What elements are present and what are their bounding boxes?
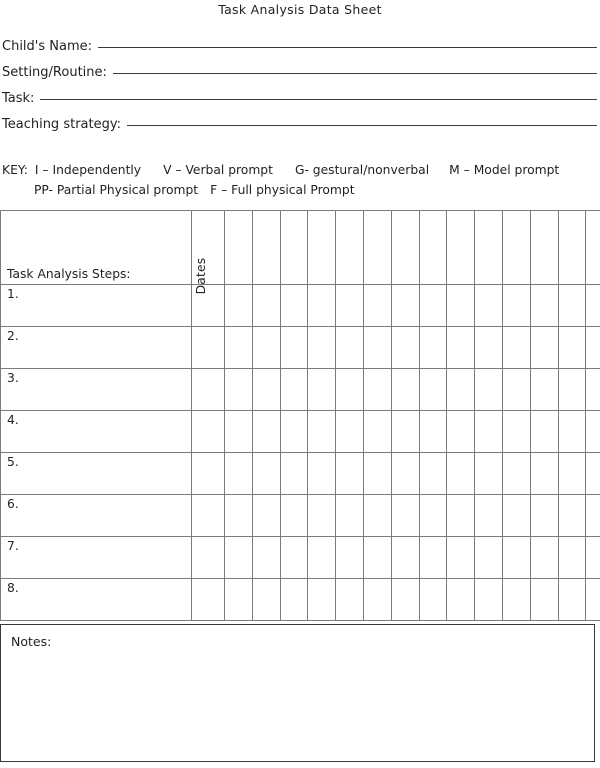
key-line-first <box>2 160 600 180</box>
header-cell-date-8[interactable] <box>419 211 447 285</box>
header-cell-date-9[interactable] <box>447 211 475 285</box>
data-cell-r1-c5[interactable] <box>336 285 364 327</box>
data-cell-r3-c6[interactable] <box>363 369 391 411</box>
step-number: 7. <box>7 539 19 553</box>
table-row <box>1 495 600 537</box>
field-input-setting-routine[interactable] <box>113 72 597 74</box>
key-legend <box>0 160 600 200</box>
data-cell-r2-c5[interactable] <box>336 327 364 369</box>
data-cell-r8-c13[interactable] <box>558 579 586 621</box>
data-cell-r7-c13[interactable] <box>558 537 586 579</box>
data-cell-r1-c14[interactable] <box>586 285 600 327</box>
data-cell-r2-c1[interactable] <box>225 327 253 369</box>
data-cell-r3-c10[interactable] <box>475 369 503 411</box>
data-cell-r2-c11[interactable] <box>502 327 530 369</box>
data-cell-r3-c7[interactable] <box>391 369 419 411</box>
data-cell-r5-c1[interactable] <box>225 453 253 495</box>
data-cell-r3-c8[interactable] <box>419 369 447 411</box>
data-cell-r4-c8[interactable] <box>419 411 447 453</box>
data-cell-r3-c11[interactable] <box>502 369 530 411</box>
data-cell-r6-c7[interactable] <box>391 495 419 537</box>
data-cell-r3-c13[interactable] <box>558 369 586 411</box>
data-cell-r2-c12[interactable] <box>530 327 558 369</box>
data-cell-r2-c4[interactable] <box>308 327 336 369</box>
data-cell-r8-c9[interactable] <box>447 579 475 621</box>
data-cell-r4-c1[interactable] <box>225 411 253 453</box>
data-cell-r8-c6[interactable] <box>363 579 391 621</box>
data-cell-r5-c13[interactable] <box>558 453 586 495</box>
data-cell-r6-c6[interactable] <box>363 495 391 537</box>
data-cell-r5-c5[interactable] <box>336 453 364 495</box>
notes-label: Notes: <box>11 634 52 649</box>
step-dates-cell-8[interactable] <box>192 579 225 621</box>
header-cell-date-2[interactable] <box>252 211 280 285</box>
data-cell-r6-c2[interactable] <box>252 495 280 537</box>
table-row <box>1 369 600 411</box>
data-cell-r4-c13[interactable] <box>558 411 586 453</box>
step-dates-cell-7[interactable] <box>192 537 225 579</box>
data-cell-r7-c5[interactable] <box>336 537 364 579</box>
data-cell-r3-c4[interactable] <box>308 369 336 411</box>
step-number: 4. <box>7 413 19 427</box>
page-title: Task Analysis Data Sheet <box>218 2 382 17</box>
data-cell-r1-c7[interactable] <box>391 285 419 327</box>
header-cell-date-14[interactable] <box>586 211 600 285</box>
data-cell-r7-c4[interactable] <box>308 537 336 579</box>
data-cell-r8-c11[interactable] <box>502 579 530 621</box>
data-cell-r6-c14[interactable] <box>586 495 600 537</box>
field-label-child-name: Child's Name: <box>2 39 93 54</box>
data-cell-r7-c12[interactable] <box>530 537 558 579</box>
data-cell-r1-c12[interactable] <box>530 285 558 327</box>
step-number: 1. <box>7 287 19 301</box>
step-dates-cell-1[interactable] <box>192 285 225 327</box>
key-item-model: M – Model prompt <box>449 163 560 177</box>
data-cell-r7-c1[interactable] <box>225 537 253 579</box>
table-row <box>1 411 600 453</box>
table-row <box>1 579 600 621</box>
data-cell-r8-c14[interactable] <box>586 579 600 621</box>
steps-column-header: Task Analysis Steps: <box>7 267 131 281</box>
header-cell-date-1[interactable] <box>225 211 253 285</box>
header-cell-date-12[interactable] <box>530 211 558 285</box>
field-teaching-strategy <box>2 117 600 143</box>
task-analysis-table <box>0 210 600 621</box>
data-cell-r1-c10[interactable] <box>475 285 503 327</box>
step-dates-cell-2[interactable] <box>192 327 225 369</box>
key-item-independently: I – Independently <box>34 163 142 177</box>
data-cell-r7-c3[interactable] <box>280 537 308 579</box>
data-cell-r8-c12[interactable] <box>530 579 558 621</box>
data-cell-r6-c12[interactable] <box>530 495 558 537</box>
data-cell-r7-c7[interactable] <box>391 537 419 579</box>
data-cell-r5-c7[interactable] <box>391 453 419 495</box>
data-cell-r4-c4[interactable] <box>308 411 336 453</box>
step-number: 8. <box>7 581 19 595</box>
data-cell-r7-c2[interactable] <box>252 537 280 579</box>
field-task <box>2 91 600 117</box>
data-cell-r3-c1[interactable] <box>225 369 253 411</box>
data-cell-r5-c9[interactable] <box>447 453 475 495</box>
notes-box[interactable] <box>0 624 595 762</box>
dates-column-header: Dates <box>194 257 208 295</box>
data-cell-r8-c2[interactable] <box>252 579 280 621</box>
header-cell-date-10[interactable] <box>475 211 503 285</box>
step-cell-8[interactable] <box>1 579 192 621</box>
data-cell-r2-c7[interactable] <box>391 327 419 369</box>
data-cell-r4-c6[interactable] <box>363 411 391 453</box>
data-cell-r5-c8[interactable] <box>419 453 447 495</box>
data-cell-r4-c7[interactable] <box>391 411 419 453</box>
data-cell-r3-c14[interactable] <box>586 369 600 411</box>
data-cell-r5-c4[interactable] <box>308 453 336 495</box>
header-cell-steps <box>1 211 192 285</box>
data-cell-r8-c8[interactable] <box>419 579 447 621</box>
data-cell-r6-c11[interactable] <box>502 495 530 537</box>
data-cell-r8-c7[interactable] <box>391 579 419 621</box>
table-header-row <box>1 211 600 285</box>
task-analysis-table-body <box>1 211 600 621</box>
step-number: 2. <box>7 329 19 343</box>
step-cell-7[interactable] <box>1 537 192 579</box>
data-cell-r7-c8[interactable] <box>419 537 447 579</box>
data-cell-r4-c3[interactable] <box>280 411 308 453</box>
step-cell-2[interactable] <box>1 327 192 369</box>
data-cell-r5-c12[interactable] <box>530 453 558 495</box>
key-line-second <box>2 180 600 200</box>
data-cell-r7-c6[interactable] <box>363 537 391 579</box>
data-cell-r1-c4[interactable] <box>308 285 336 327</box>
table-row <box>1 453 600 495</box>
data-cell-r3-c9[interactable] <box>447 369 475 411</box>
field-label-teaching-strategy: Teaching strategy: <box>2 117 121 132</box>
data-cell-r8-c4[interactable] <box>308 579 336 621</box>
data-cell-r2-c2[interactable] <box>252 327 280 369</box>
data-cell-r8-c3[interactable] <box>280 579 308 621</box>
data-cell-r1-c2[interactable] <box>252 285 280 327</box>
data-cell-r2-c8[interactable] <box>419 327 447 369</box>
data-cell-r6-c13[interactable] <box>558 495 586 537</box>
data-cell-r1-c8[interactable] <box>419 285 447 327</box>
key-heading: KEY: <box>2 163 28 177</box>
header-cell-date-11[interactable] <box>502 211 530 285</box>
step-cell-6[interactable] <box>1 495 192 537</box>
step-dates-cell-5[interactable] <box>192 453 225 495</box>
data-cell-r3-c5[interactable] <box>336 369 364 411</box>
data-cell-r5-c2[interactable] <box>252 453 280 495</box>
data-cell-r6-c4[interactable] <box>308 495 336 537</box>
data-cell-r5-c11[interactable] <box>502 453 530 495</box>
header-cell-date-5[interactable] <box>336 211 364 285</box>
data-cell-r6-c8[interactable] <box>419 495 447 537</box>
data-cell-r6-c5[interactable] <box>336 495 364 537</box>
header-cell-date-13[interactable] <box>558 211 586 285</box>
data-cell-r1-c11[interactable] <box>502 285 530 327</box>
data-cell-r6-c10[interactable] <box>475 495 503 537</box>
data-cell-r1-c1[interactable] <box>225 285 253 327</box>
data-cell-r3-c2[interactable] <box>252 369 280 411</box>
data-cell-r2-c10[interactable] <box>475 327 503 369</box>
data-cell-r7-c14[interactable] <box>586 537 600 579</box>
step-dates-cell-3[interactable] <box>192 369 225 411</box>
header-cell-dates <box>192 211 225 295</box>
data-cell-r4-c11[interactable] <box>502 411 530 453</box>
data-cell-r8-c5[interactable] <box>336 579 364 621</box>
data-cell-r1-c9[interactable] <box>447 285 475 327</box>
data-cell-r5-c10[interactable] <box>475 453 503 495</box>
data-cell-r5-c3[interactable] <box>280 453 308 495</box>
data-cell-r1-c3[interactable] <box>280 285 308 327</box>
data-cell-r6-c3[interactable] <box>280 495 308 537</box>
table-row <box>1 537 600 579</box>
field-setting-routine <box>2 65 600 91</box>
step-dates-cell-6[interactable] <box>192 495 225 537</box>
field-input-child-name[interactable] <box>98 46 597 48</box>
header-cell-date-7[interactable] <box>391 211 419 285</box>
table-row <box>1 285 600 327</box>
header-cell-date-3[interactable] <box>280 211 308 285</box>
data-cell-r2-c9[interactable] <box>447 327 475 369</box>
field-input-teaching-strategy[interactable] <box>127 124 597 126</box>
data-cell-r2-c3[interactable] <box>280 327 308 369</box>
data-cell-r5-c14[interactable] <box>586 453 600 495</box>
data-cell-r1-c6[interactable] <box>363 285 391 327</box>
data-cell-r4-c5[interactable] <box>336 411 364 453</box>
data-cell-r4-c10[interactable] <box>475 411 503 453</box>
key-item-partial-physical: PP- Partial Physical prompt <box>34 183 199 197</box>
data-cell-r6-c9[interactable] <box>447 495 475 537</box>
data-cell-r5-c6[interactable] <box>363 453 391 495</box>
key-item-gestural: G- gestural/nonverbal <box>294 163 430 177</box>
header-cell-date-4[interactable] <box>308 211 336 285</box>
header-cell-date-6[interactable] <box>363 211 391 285</box>
data-cell-r2-c14[interactable] <box>586 327 600 369</box>
step-number: 3. <box>7 371 19 385</box>
field-child-name <box>2 39 600 65</box>
data-cell-r4-c14[interactable] <box>586 411 600 453</box>
data-cell-r3-c3[interactable] <box>280 369 308 411</box>
step-cell-5[interactable] <box>1 453 192 495</box>
data-cell-r6-c1[interactable] <box>225 495 253 537</box>
table-row <box>1 327 600 369</box>
data-cell-r7-c9[interactable] <box>447 537 475 579</box>
step-cell-4[interactable] <box>1 411 192 453</box>
data-cell-r8-c1[interactable] <box>225 579 253 621</box>
step-number: 6. <box>7 497 19 511</box>
field-input-task[interactable] <box>40 98 597 100</box>
data-cell-r7-c11[interactable] <box>502 537 530 579</box>
data-cell-r3-c12[interactable] <box>530 369 558 411</box>
step-dates-cell-4[interactable] <box>192 411 225 453</box>
key-item-verbal: V – Verbal prompt <box>163 163 273 177</box>
data-cell-r4-c9[interactable] <box>447 411 475 453</box>
data-cell-r8-c10[interactable] <box>475 579 503 621</box>
field-label-setting-routine: Setting/Routine: <box>2 65 107 80</box>
data-cell-r2-c6[interactable] <box>363 327 391 369</box>
step-cell-1[interactable] <box>1 285 192 327</box>
data-cell-r4-c12[interactable] <box>530 411 558 453</box>
data-cell-r4-c2[interactable] <box>252 411 280 453</box>
step-cell-3[interactable] <box>1 369 192 411</box>
form-fields <box>0 39 600 143</box>
step-number: 5. <box>7 455 19 469</box>
data-cell-r1-c13[interactable] <box>558 285 586 327</box>
data-cell-r2-c13[interactable] <box>558 327 586 369</box>
field-label-task: Task: <box>2 91 35 106</box>
key-item-full-physical: F – Full physical Prompt <box>210 183 355 197</box>
data-cell-r7-c10[interactable] <box>475 537 503 579</box>
